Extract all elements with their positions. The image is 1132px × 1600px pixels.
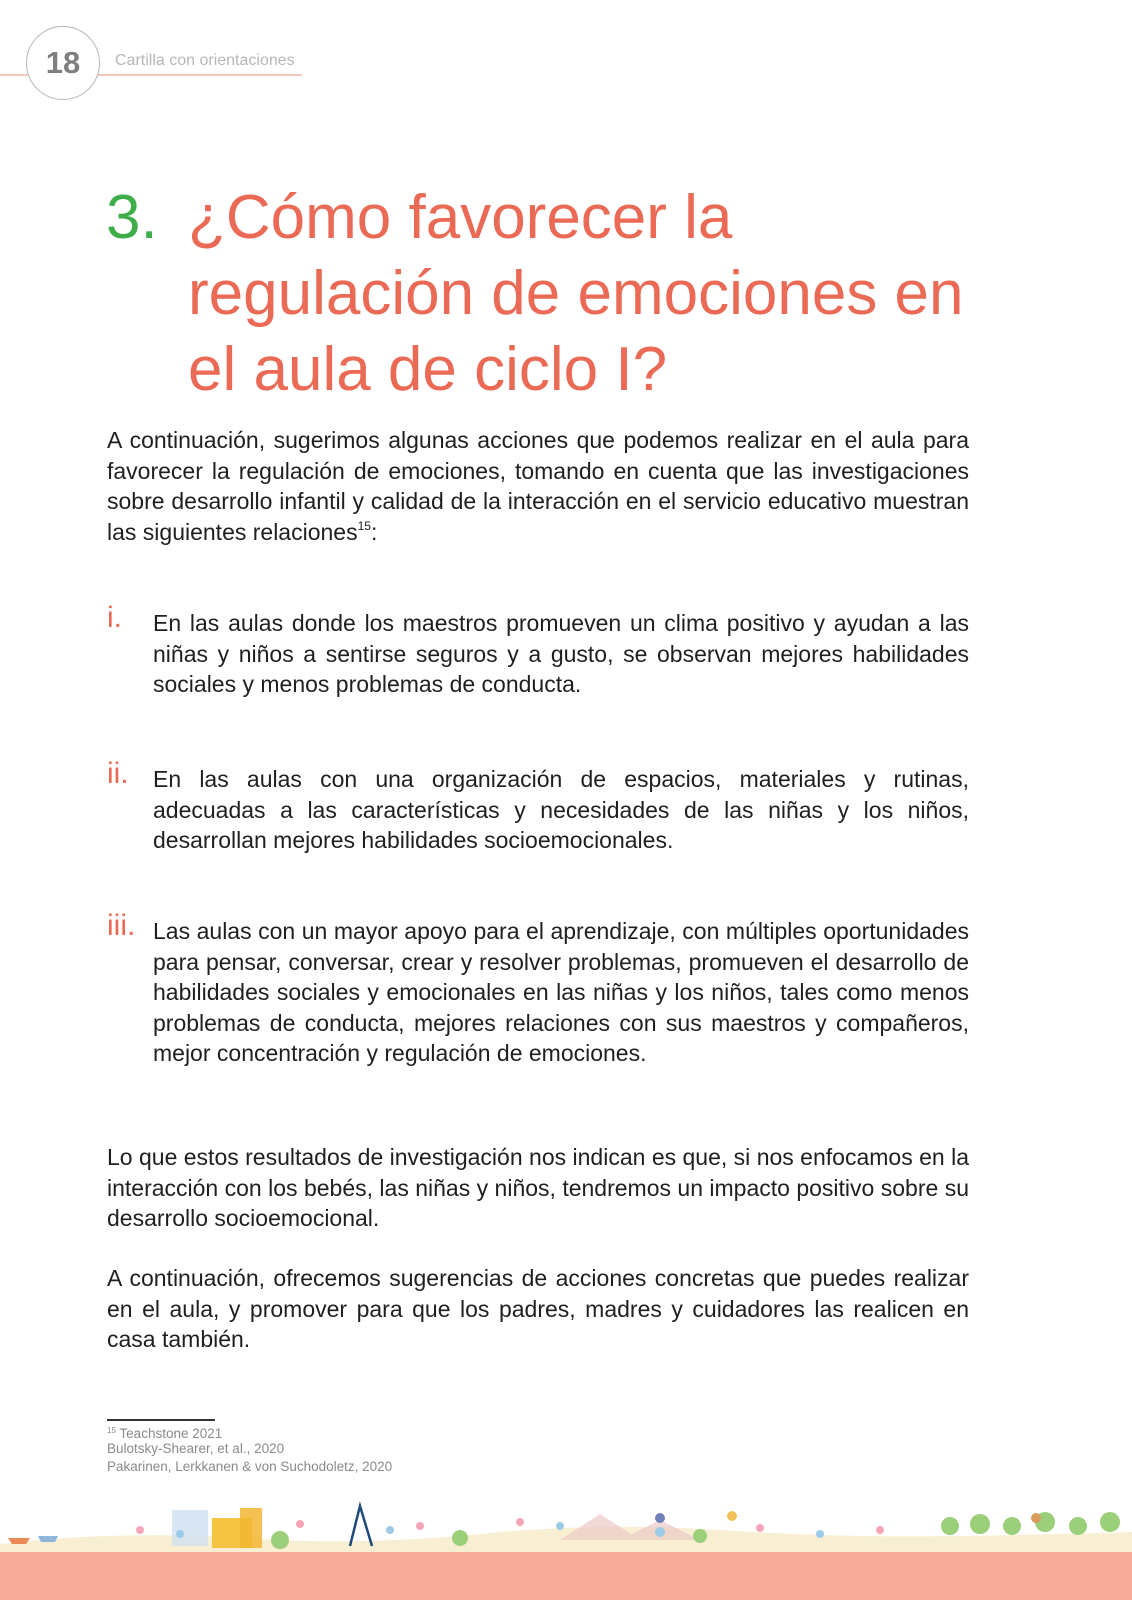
footnote-text-1: Teachstone 2021 — [119, 1426, 223, 1441]
closing-paragraph-2: A continuación, ofrecemos sugerencias de acciones concretas que puedes realizar en el aula, y promover para que los padres, madres y cuidadores las realicen en casa también. — [107, 1265, 969, 1352]
footer-illustration — [0, 1500, 1132, 1552]
list-item-1: En las aulas donde los maestros promueven un clima positivo y ayudan a las niñas y niños a sentirse seguros y a gusto, se observan mejores habilidades sociales y menos problemas de conducta. — [153, 610, 969, 697]
footnote-line-3: Pakarinen, Lerkkanen & von Suchodoletz, 2020 — [107, 1459, 393, 1474]
intro-paragraph — [107, 425, 969, 547]
item-numeral-1: i. — [107, 601, 122, 634]
page-number: 18 — [26, 26, 100, 100]
running-title: Cartilla con orientaciones — [115, 52, 295, 69]
footnote-line-2: Bulotsky-Shearer, et al., 2020 — [107, 1441, 285, 1456]
section-number: 3. — [106, 183, 158, 252]
list-item-3: Las aulas con un mayor apoyo para el aprendizaje, con múltiples oportunidades para pensar, conversar, crear y resolver problemas, promueven el desarrollo de habilidades sociales y emocionales en las niñas y los niños, tales como menos problemas de conducta, mejores relaciones con sus maestros y compañeros, mejor concentración y regulación de emociones. — [153, 918, 969, 1066]
footnote-rule — [107, 1419, 215, 1421]
item-numeral-2: ii. — [107, 757, 129, 790]
footnote-marker: 15 — [107, 1426, 116, 1435]
intro-suffix: : — [370, 518, 378, 545]
closing-paragraph-1: Lo que estos resultados de investigación nos indican es que, si nos enfocamos en la interacción con los bebés, las niñas y niños, tendremos un impacto positivo sobre su desarrollo socioemocional. — [107, 1144, 969, 1231]
list-item-2: En las aulas con una organización de espacios, materiales y rutinas, adecuadas a las características y necesidades de las niñas y los niños, desarrollan mejores habilidades socioemocionales. — [153, 766, 969, 853]
footer-band — [0, 1552, 1132, 1600]
item-numeral-3: iii. — [107, 909, 136, 942]
intro-text: A continuación, sugerimos algunas acciones que podemos realizar en el aula para favorecer la regulación de emociones, tomando en cuenta que las investigaciones sobre desarrollo infantil y calidad de la interacción en el servicio educativo muestran las siguientes relaciones — [107, 427, 969, 545]
footnote-reference: 15 — [357, 518, 371, 533]
section-title: ¿Cómo favorecer la regulación de emociones en el aula de ciclo I? — [188, 183, 964, 404]
